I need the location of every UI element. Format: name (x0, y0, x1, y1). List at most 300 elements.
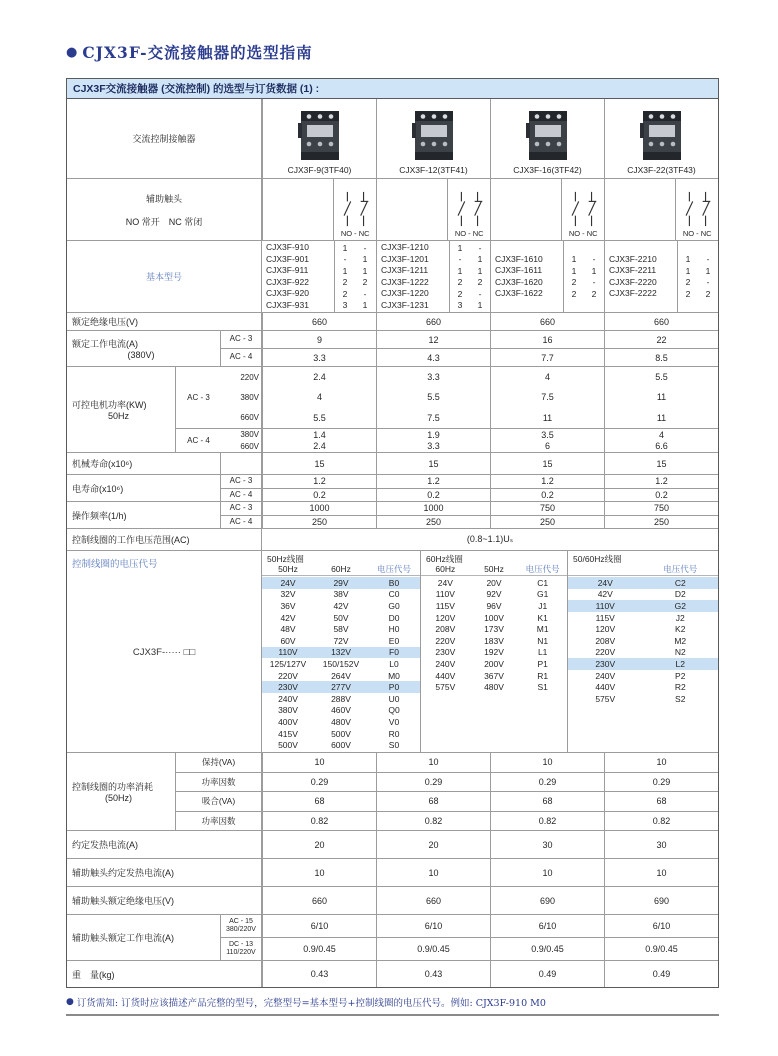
spec-value: 30 (490, 831, 604, 858)
model-number: CJX3F-2210 (609, 253, 657, 264)
spec-value: 30 (604, 831, 718, 858)
model-number: CJX3F-901 (266, 253, 309, 264)
motor-power-line (221, 367, 718, 387)
spec-value: 750 (604, 502, 718, 515)
row-coil-voltage-codes (67, 551, 718, 753)
coil-code-row: 400V 480V V0 (262, 716, 420, 728)
spec-value: 10 (262, 753, 376, 772)
no-nc-caption: NO - NC (568, 229, 598, 238)
spec-value: 0.9/0.45 (262, 938, 376, 960)
no-nc-counts: - 1 (343, 254, 368, 265)
aux-label-line2: NO 常开 NC 常闭 (125, 216, 203, 227)
utilization-category: AC - 4 (221, 349, 262, 366)
coil-code-row: 230V 192V L1 (421, 647, 567, 659)
aux-contact-cell (262, 179, 376, 240)
voltage-code: M0 (388, 670, 400, 681)
voltage-code: C1 (537, 577, 549, 588)
spec-value: 250 (376, 516, 490, 529)
table-title-text: CJX3F交流接触器 (交流控制) 的选型与订货数据 (1) : (73, 83, 320, 95)
spec-value: 1000 (376, 502, 490, 515)
spec-value: 20 (376, 831, 490, 858)
coil-code-row: 120V 100V K1 (421, 612, 567, 624)
aux-contact-cell (604, 179, 718, 240)
spec-value: 7.7 (490, 349, 604, 366)
spec-value: 5.5 (376, 387, 490, 407)
voltage-code: K1 (537, 612, 548, 623)
bullet-icon: ● (66, 44, 79, 60)
page-content (66, 40, 719, 1016)
spec-value: 1.2 (604, 475, 718, 488)
coil-code-row: 48V 58V H0 (262, 623, 420, 635)
row-products (67, 99, 718, 179)
spec-values (262, 313, 718, 330)
model-number: CJX3F-931 (266, 299, 309, 310)
model-number: CJX3F-922 (266, 276, 309, 287)
spec-value: 3.3 (376, 441, 490, 453)
coil-code-row: 575V S2 (568, 693, 718, 705)
spec-label: 额定绝缘电压(V) (67, 313, 262, 330)
motor-power-group-ac3 (176, 367, 718, 428)
coil-code-row: 120V K2 (568, 623, 718, 635)
aux-symbol-subcell (676, 179, 718, 240)
voltage-label: 220V (221, 367, 262, 387)
utilization-category: AC - 3 (221, 475, 262, 488)
model-number: CJX3F-2222 (609, 288, 657, 298)
spec-value: 0.49 (604, 961, 718, 987)
no-nc-caption: NO - NC (454, 229, 484, 238)
col-header: 60Hz (435, 564, 456, 574)
no-nc-counts: 2 2 (571, 288, 597, 299)
utilization-category: AC - 4 (221, 489, 262, 502)
coil-code-row: 415V 500V R0 (262, 728, 420, 740)
aux-symbol-subcell (334, 179, 376, 240)
bullet-icon: ● (66, 997, 74, 1007)
model-code-mask: CJX3F-····· □□ (132, 647, 196, 659)
coil-table-50hz (262, 551, 420, 752)
spec-label: 辅助触头额定绝缘电压(V) (67, 887, 262, 914)
no-nc-counts: 3 1 (342, 300, 368, 311)
spec-label: 控制线圈的功率消耗 (50Hz) (67, 753, 176, 830)
spec-value: 1.2 (376, 475, 490, 488)
spec-row-elec-life (67, 475, 718, 502)
selection-table (66, 78, 719, 988)
spec-value: 15 (490, 453, 604, 474)
coil-code-row: 24V 29V B0 (262, 577, 420, 589)
spec-value: 10 (376, 859, 490, 886)
spec-value: 3.5 (490, 429, 604, 441)
voltage-code: F0 (389, 647, 399, 658)
spec-row-coil-voltage-range (67, 529, 718, 551)
no-nc-counts: - 1 (458, 254, 483, 265)
utilization-category: AC - 15 380/220V (221, 915, 262, 937)
model-list (605, 241, 677, 312)
aux-contact-cell (490, 179, 604, 240)
products-row-label: 交流控制接触器 (67, 99, 262, 178)
utilization-category: AC - 4 (187, 436, 210, 445)
spec-label: 操作频率(1/h) (67, 502, 221, 528)
coil-code-row: 240V 200V P1 (421, 658, 567, 670)
voltage-code: G1 (537, 589, 549, 600)
no-nc-counts: 3 1 (457, 300, 483, 311)
no-nc-counts: 1 - (571, 254, 596, 265)
model-number: CJX3F-2220 (609, 276, 657, 287)
spec-value: 660 (262, 887, 376, 914)
model-list (262, 241, 334, 312)
aux-symbol-subcell (562, 179, 604, 240)
spec-value: 10 (604, 859, 718, 886)
coil-code-row: 240V 288V U0 (262, 693, 420, 705)
coil-codes-label-cell (67, 551, 262, 752)
no-nc-contact-symbol-icon (450, 189, 488, 229)
voltage-code: J1 (538, 600, 548, 611)
spec-value: 660 (376, 313, 490, 330)
basic-models-label: 基本型号 (67, 241, 262, 312)
spec-value: 68 (604, 792, 718, 811)
col-header: 50Hz (278, 564, 298, 574)
coil-code-row: 24V 20V C1 (421, 577, 567, 589)
spec-value: 0.29 (262, 773, 376, 792)
aux-contact-cell (376, 179, 490, 240)
product-cell (376, 99, 490, 178)
spec-value: 0.43 (376, 961, 490, 987)
model-number: CJX3F-2211 (609, 265, 657, 275)
spec-row-thermal-current (67, 831, 718, 859)
model-number: CJX3F-1610 (495, 253, 543, 264)
voltage-code: C2 (674, 577, 686, 588)
voltage-label: 380V (221, 387, 262, 407)
spec-value: 3.3 (376, 367, 490, 387)
spec-value: 10 (490, 859, 604, 886)
motor-power-line (221, 429, 718, 441)
spec-value: 7.5 (376, 408, 490, 428)
coil-code-row: 230V L2 (568, 658, 718, 670)
coil-code-row: 110V 92V G1 (421, 589, 567, 601)
spec-label: 机械寿命(x10⁶) (67, 453, 221, 474)
spec-label: 约定发热电流(A) (67, 831, 262, 858)
coil-codes-section-title: 控制线圈的电压代号 (72, 559, 158, 570)
spec-row-aux-working-current (67, 915, 718, 961)
spec-row-weight (67, 961, 718, 987)
product-cell (262, 99, 376, 178)
voltage-code: U0 (388, 693, 400, 704)
aux-label-line1: 辅助触头 (145, 193, 182, 204)
coil-table-title: 50Hz线圈 (267, 554, 304, 564)
coil-code-row: 575V 480V S1 (421, 681, 567, 693)
no-nc-contact-symbol-icon (678, 189, 716, 229)
voltage-code: R0 (388, 728, 400, 739)
coil-code-row: 380V 460V Q0 (262, 705, 420, 717)
coil-code-row: 208V 173V M1 (421, 623, 567, 635)
coil-code-row: 110V 132V F0 (262, 647, 420, 659)
spec-value: 15 (262, 453, 376, 474)
no-nc-counts: 1 1 (685, 265, 711, 276)
aux-empty-subcell (605, 179, 676, 240)
voltage-code: P0 (388, 682, 400, 693)
spec-value: 250 (604, 516, 718, 529)
spec-value: 68 (490, 792, 604, 811)
spec-value: 4.3 (376, 349, 490, 366)
no-nc-counts: 2 - (571, 277, 596, 288)
spec-value: 4 (490, 367, 604, 387)
basic-models-col-1 (262, 241, 376, 312)
col-header-code: 电压代号 (525, 564, 560, 574)
col-header: 60Hz (331, 564, 351, 574)
voltage-code: S2 (675, 693, 686, 704)
voltage-code: G0 (388, 600, 400, 611)
no-nc-counts: 1 - (685, 254, 710, 265)
coil-code-row: 60V 72V E0 (262, 635, 420, 647)
voltage-code: G2 (674, 600, 686, 611)
no-nc-contact-symbol-icon (564, 189, 602, 229)
model-number: CJX3F-1611 (495, 265, 543, 275)
coil-code-row: 440V R2 (568, 681, 718, 693)
spec-value: 660 (490, 313, 604, 330)
no-nc-counts: 2 - (457, 288, 482, 299)
spec-value: 3.3 (262, 349, 376, 366)
coil-table-50-60hz (567, 551, 718, 752)
basic-models-col-3 (490, 241, 604, 312)
model-number: CJX3F-1220 (381, 288, 429, 298)
voltage-code: N1 (537, 635, 549, 646)
no-nc-counts: 1 - (457, 242, 482, 253)
voltage-code: L2 (675, 658, 685, 669)
spec-row-coil-power (67, 753, 718, 831)
voltage-code: H0 (388, 624, 400, 635)
voltage-code: R1 (537, 670, 549, 681)
coil-code-row: 220V N2 (568, 647, 718, 659)
no-nc-counts: 1 - (342, 242, 367, 253)
coil-code-row: 24V C2 (568, 577, 718, 589)
coil-power-sublabel: 保持(VA) (176, 753, 262, 772)
subrow-ac4 (221, 348, 718, 366)
no-nc-counts: 2 2 (685, 288, 711, 299)
model-number: CJX3F-1620 (495, 276, 543, 287)
spec-row-aux-insulation (67, 887, 718, 915)
model-number: CJX3F-1210 (381, 242, 429, 252)
aux-empty-subcell (377, 179, 448, 240)
spec-value: 0.29 (376, 773, 490, 792)
coil-power-sublabel: 功率因数 (176, 812, 262, 831)
voltage-code: E0 (388, 635, 400, 646)
page-title (66, 40, 719, 64)
basic-models-col-2 (376, 241, 490, 312)
voltage-code: D0 (388, 612, 400, 623)
coil-code-row: 230V 277V P0 (262, 681, 420, 693)
contactor-photo (411, 110, 457, 162)
spec-value: 0.9/0.45 (490, 938, 604, 960)
spec-value: 690 (490, 887, 604, 914)
no-nc-count-list (334, 241, 375, 312)
model-number: CJX3F-1201 (381, 253, 429, 264)
coil-power-sublabel: 吸合(VA) (176, 792, 262, 811)
voltage-code: P1 (537, 658, 548, 669)
motor-power-line (221, 408, 718, 428)
spec-value: 5.5 (262, 408, 376, 428)
aux-empty-subcell (263, 179, 334, 240)
spec-value: 0.29 (490, 773, 604, 792)
utilization-category: AC - 3 (221, 502, 262, 515)
aux-symbol-subcell (448, 179, 490, 240)
spec-row-working-current (67, 331, 718, 367)
voltage-label: 660V (221, 408, 262, 428)
spec-value: 4 (604, 429, 718, 441)
spec-label: 电寿命(x10⁶) (67, 475, 221, 501)
spec-value: 4 (262, 387, 376, 407)
no-nc-counts: 2 - (342, 288, 367, 299)
spec-value: 6/10 (262, 915, 376, 937)
coil-code-row: 32V 38V C0 (262, 589, 420, 601)
spec-value: 11 (604, 387, 718, 407)
spec-value: 9 (262, 331, 376, 348)
spec-value: 0.82 (376, 812, 490, 831)
voltage-code: N2 (674, 647, 686, 658)
spec-value: 0.82 (604, 812, 718, 831)
spec-value: 2.4 (262, 367, 376, 387)
col-header-code: 电压代号 (663, 564, 698, 574)
page-title-text: CJX3F-交流接触器的选型指南 (82, 43, 313, 62)
spec-value: 690 (604, 887, 718, 914)
spec-row-motor-power (67, 367, 718, 453)
spec-label: 控制线圈的工作电压范围(AC) (67, 529, 262, 550)
col-header: 50Hz (484, 564, 504, 574)
coil-code-row: 208V M2 (568, 635, 718, 647)
voltage-code: K2 (675, 624, 686, 635)
spec-label: 可控电机功率(KW) 50Hz (67, 367, 176, 452)
model-number: CJX3F-1211 (381, 265, 429, 275)
row-aux-contacts (67, 179, 718, 241)
spec-value: 10 (604, 753, 718, 772)
spec-row-insulation (67, 313, 718, 331)
voltage-code: M1 (536, 624, 549, 635)
spec-value: 0.2 (490, 489, 604, 502)
model-list (491, 241, 563, 312)
product-cell (604, 99, 718, 178)
spec-value: 68 (376, 792, 490, 811)
motor-power-group-ac4 (176, 428, 718, 452)
no-nc-counts: 2 2 (342, 277, 368, 288)
spec-value: 6/10 (376, 915, 490, 937)
spec-value: 16 (490, 331, 604, 348)
contactor-photo (525, 110, 571, 162)
model-number: CJX3F-1622 (495, 288, 543, 298)
spec-value: 0.82 (490, 812, 604, 831)
contactor-photo (297, 110, 343, 162)
coil-code-row: 220V 183V N1 (421, 635, 567, 647)
coil-code-row: 500V 600V S0 (262, 739, 420, 751)
coil-code-row: 42V 50V D0 (262, 612, 420, 624)
spec-value: 15 (604, 453, 718, 474)
col-header-code: 电压代号 (376, 564, 411, 574)
no-nc-caption: NO - NC (340, 229, 370, 238)
spec-value: 22 (604, 331, 718, 348)
spec-label: 辅助触头约定发热电流(A) (67, 859, 262, 886)
ordering-note (66, 995, 719, 1009)
spec-value: 0.2 (262, 489, 376, 502)
spec-label: 重 量(kg) (67, 961, 262, 987)
coil-table-title: 60Hz线圈 (426, 554, 463, 564)
spec-value: 1.9 (376, 429, 490, 441)
model-number: CJX3F-1231 (381, 299, 429, 310)
spec-value: 10 (262, 859, 376, 886)
spec-value: 0.43 (262, 961, 376, 987)
product-model-caption: CJX3F-22(3TF43) (627, 165, 696, 175)
no-nc-count-list (677, 241, 718, 312)
no-nc-counts: 2 - (685, 277, 710, 288)
no-nc-count-list (563, 241, 604, 312)
spec-value: 250 (262, 516, 376, 529)
spec-value: 1.4 (262, 429, 376, 441)
no-nc-caption: NO - NC (682, 229, 712, 238)
coil-power-sublabel: 功率因数 (176, 773, 262, 792)
coil-table-60hz (420, 551, 567, 752)
voltage-code: M2 (674, 635, 687, 646)
spec-value: 7.5 (490, 387, 604, 407)
no-nc-counts: 1 1 (342, 265, 368, 276)
utilization-category: AC - 4 (221, 516, 262, 529)
voltage-code: L0 (389, 658, 399, 669)
spec-value: 0.82 (262, 812, 376, 831)
utilization-category: DC - 13 110/220V (221, 938, 262, 960)
spec-value: 10 (376, 753, 490, 772)
aux-empty-subcell (491, 179, 562, 240)
utilization-category: AC - 3 (221, 331, 262, 348)
coil-code-row: 440V 367V R1 (421, 670, 567, 682)
spec-value: 660 (262, 313, 376, 330)
aux-contact-cells (262, 179, 718, 240)
subrow-ac3 (221, 331, 718, 348)
coil-code-row: 42V D2 (568, 589, 718, 601)
spec-value: 1000 (262, 502, 376, 515)
voltage-code: S1 (537, 682, 548, 693)
motor-power-line (221, 441, 718, 453)
voltage-code: L1 (537, 647, 548, 658)
no-nc-counts: 2 2 (457, 277, 483, 288)
coil-code-row: 240V P2 (568, 670, 718, 682)
voltage-code: V0 (388, 716, 400, 727)
spec-value: 250 (490, 516, 604, 529)
spec-value: 0.2 (376, 489, 490, 502)
product-model-caption: CJX3F-12(3TF41) (399, 165, 468, 175)
product-cells (262, 99, 718, 178)
spec-row-op-frequency (67, 502, 718, 529)
ordering-note-text: 订货需知: 订货时应该描述产品完整的型号，完整型号=基本型号+控制线圈的电压代号。例如: CJX3F-910 M0 (76, 998, 546, 1009)
spec-value: 8.5 (604, 349, 718, 366)
coil-code-row: 125/127V 150/152V L0 (262, 658, 420, 670)
basic-models-col-4 (604, 241, 718, 312)
spec-value: (0.8~1.1)Uₛ (466, 534, 514, 544)
spec-value: 0.9/0.45 (376, 938, 490, 960)
spec-label: 额定工作电流(A) (380V) (67, 331, 221, 366)
voltage-code: P2 (675, 670, 686, 681)
no-nc-count-list (449, 241, 490, 312)
spec-row-aux-thermal-current (67, 859, 718, 887)
no-nc-contact-symbol-icon (336, 189, 374, 229)
empty-subcell (221, 453, 262, 474)
bottom-rule (66, 1014, 719, 1016)
basic-models-cells (262, 241, 718, 312)
spec-value: 15 (376, 453, 490, 474)
coil-code-row: 220V 264V M0 (262, 670, 420, 682)
product-model-caption: CJX3F-16(3TF42) (513, 165, 582, 175)
row-basic-models (67, 241, 718, 313)
voltage-code: R2 (674, 682, 686, 693)
product-model-caption: CJX3F-9(3TF40) (287, 165, 352, 175)
spec-value: 0.2 (604, 489, 718, 502)
no-nc-counts: 1 1 (571, 265, 597, 276)
spec-value: 11 (490, 408, 604, 428)
voltage-label: 380V (221, 429, 262, 441)
spec-value: 6/10 (490, 915, 604, 937)
